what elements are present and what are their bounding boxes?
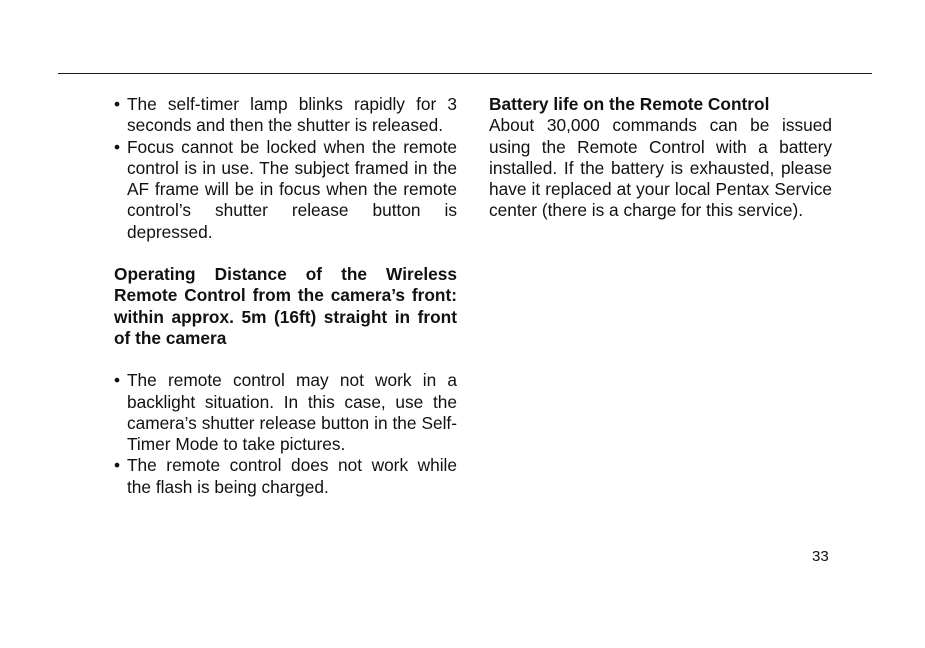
bullet-dot: • [114, 136, 121, 157]
right-column [489, 94, 832, 222]
top-rule [58, 73, 872, 74]
spacer [114, 349, 457, 370]
section-heading-operating-distance: Operating Distance of the Wireless Remote Control from the camera’s front: within approx. 5m (16ft) straight in front of the camera [114, 264, 457, 348]
page-number: 33 [812, 548, 829, 565]
bullet-text: The self-timer lamp blinks rapidly for 3 seconds and then the shutter is released. [127, 94, 457, 136]
spacer [114, 243, 457, 264]
bullet-dot: • [114, 370, 121, 391]
bullet-dot: • [114, 455, 121, 476]
bullet-item [114, 137, 457, 243]
battery-life-paragraph: About 30,000 commands can be issued using the Remote Control with a battery installed. If the battery is exhausted, please have it replaced at your local Pentax Service center (there is a charge for this service). [489, 115, 832, 221]
left-column [114, 94, 457, 498]
bullet-item [114, 94, 457, 137]
bullet-dot: • [114, 94, 121, 114]
bullet-text: The remote control may not work in a backlight situation. In this case, use the camera’s shutter release button in the Self-Timer Mode to take pictures. [127, 370, 457, 455]
bullet-text: The remote control does not work while the flash is being charged. [127, 455, 457, 497]
bullet-text: Focus cannot be locked when the remote control is in use. The subject framed in the AF frame will be in focus when the remote control’s shutter release button is depressed. [127, 136, 457, 242]
bullet-item [114, 455, 457, 498]
section-heading-battery-life: Battery life on the Remote Control [489, 94, 770, 114]
bullet-item [114, 370, 457, 455]
